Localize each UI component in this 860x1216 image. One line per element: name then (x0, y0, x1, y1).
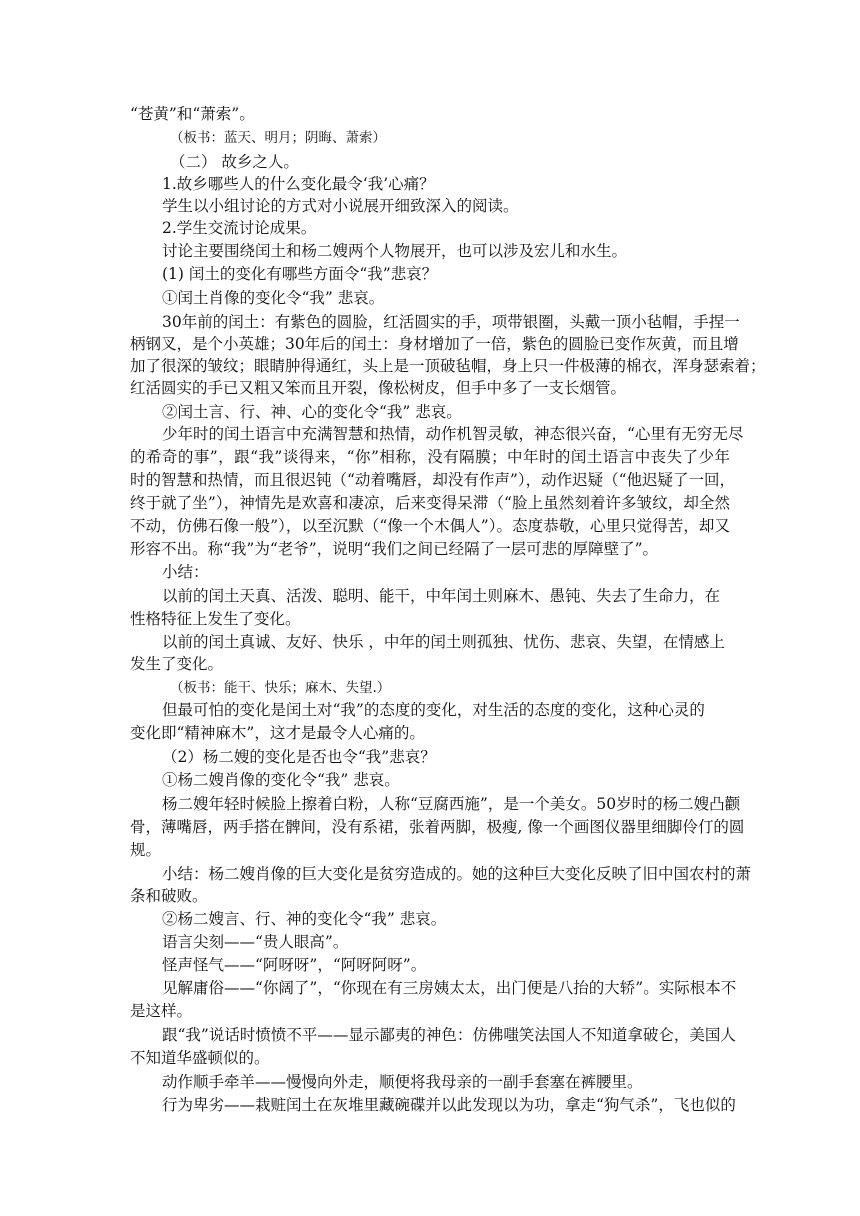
text-line: 加了很深的皱纹；眼睛肿得通红，头上是一顶破毡帽，身上只一件极薄的棉衣，浑身瑟索着； (130, 357, 766, 375)
text-line: 柄钢叉，是个小英雄；30年后的闰土：身材增加了一倍，紫色的圆脸已变作灰黄，而且增 (130, 335, 739, 353)
text-line: 红活圆实的手已又粗又笨而且开裂，像松树皮，但手中多了一支长烟管。 (130, 379, 627, 397)
blackboard-note: （板书：蓝天、明月；阴晦、萧索） (170, 130, 386, 146)
blackboard-note: （板书：能干、快乐；麻木、失望.） (170, 680, 391, 696)
text-line: 条和破败。 (130, 887, 208, 905)
text-line: 的希奇的事”，跟“我”谈得来，“你”相称，没有隔膜；中年时的闰土语言中丧失了少年 (130, 448, 730, 466)
section-heading: （二） 故乡之人。 (170, 153, 299, 171)
text-line: 小结：杨二嫂肖像的巨大变化是贫穷造成的。她的这种巨大变化反映了旧中国农村的萧 (162, 865, 752, 883)
text-line: 规。 (130, 841, 162, 859)
text-line: 时的智慧和热情，而且很迟钝（“动着嘴唇，却没有作声”），动作迟疑（“他迟疑了一回， (130, 471, 736, 489)
question: （2）杨二嫂的变化是否也令“我”悲哀？ (162, 748, 436, 766)
question: (1) 闰土的变化有哪些方面令“我”悲哀？ (162, 265, 438, 283)
text-line: 怪声怪气——“阿呀呀”，“阿呀阿呀”。 (162, 956, 427, 974)
text-line: 变化即“精神麻木”，这才是最令人心痛的。 (130, 724, 425, 742)
text-line: 杨二嫂年轻时候脸上擦着白粉，人称“豆腐西施”，是一个美女。50岁时的杨二嫂凸颧 (162, 795, 741, 813)
text-line: 是这样。 (130, 1002, 193, 1020)
question: 1.故乡哪些人的什么变化最令‘我’心痛？ (162, 175, 435, 193)
text-line: 终于就了坐”），神情先是欢喜和凄凉，后来变得呆滞（“脸上虽然刻着许多皱纹，却全然 (130, 494, 730, 512)
text-line: 发生了变化。 (130, 655, 224, 673)
text-line: 动作顺手牵羊——慢慢向外走，顺便将我母亲的一副手套塞在裤腰里。 (162, 1073, 643, 1091)
text-line: 形容不出。称“我”为“老爷”，说明“我们之间已经隔了一层可悲的厚障壁了”。 (130, 540, 659, 558)
subheading: ②闰土言、行、神、心的变化令“我” 悲哀。 (162, 403, 462, 421)
text-line: 骨，薄嘴唇，两手搭在髀间，没有系裙，张着两脚，极瘦, 像一个画图仪器里细脚伶仃的圆 (130, 818, 745, 836)
text-line: 跟“我”说话时愤愤不平——显示鄙夷的神色：仿佛嗤笑法国人不知道拿破仑，美国人 (162, 1026, 736, 1044)
text-line: 但最可怕的变化是闰土对“我”的态度的变化，对生活的态度的变化，这种心灵的 (162, 701, 705, 719)
text-line: 不动，仿佛石像一般”），以至沉默（“像一个木偶人”）。态度恭敬，心里只觉得苦，却又 (130, 517, 730, 535)
text-line: 少年时的闰土语言中充满智慧和热情，动作机智灵敏，神态很兴奋，“心里有无穷无尽 (162, 425, 744, 443)
summary-label: 小结： (162, 563, 209, 581)
text-line: 见解庸俗——“你阔了”，“你现在有三房姨太太，出门便是八抬的大轿”。实际根本不 (162, 979, 737, 997)
subheading: ②杨二嫂言、行、神的变化令“我” 悲哀。 (162, 910, 447, 928)
text-line: 30年前的闰土：有紫色的圆脸，红活圆实的手，项带银圈，头戴一顶小毡帽，手捏一 (162, 313, 740, 331)
text-line: 讨论主要围绕闰土和杨二嫂两个人物展开，也可以涉及宏儿和水生。 (162, 242, 628, 260)
text-line: 学生以小组讨论的方式对小说展开细致深入的阅读。 (162, 197, 519, 215)
text-line: “苍黄”和“萧索”。 (130, 105, 255, 123)
text-line: 以前的闰土天真、活泼、聪明、能干，中年闰土则麻木、愚钝、失去了生命力，在 (162, 587, 721, 605)
subheading: ①闰土肖像的变化令“我” 悲哀。 (162, 289, 385, 307)
text-line: 行为卑劣——栽赃闰土在灰堆里藏碗碟并以此发现以为功，拿走“狗气杀”，飞也似的 (162, 1096, 736, 1114)
subheading: ①杨二嫂肖像的变化令“我” 悲哀。 (162, 771, 400, 789)
step-heading: 2.学生交流讨论成果。 (162, 219, 317, 237)
text-line: 语言尖刻——“贵人眼高”。 (162, 933, 349, 951)
text-line: 不知道华盛顿似的。 (130, 1049, 270, 1067)
text-line: 性格特征上发生了变化。 (130, 610, 301, 628)
text-line: 以前的闰土真诚、友好、快乐 ，中年的闰土则孤独、忧伤、悲哀、失望，在情感上 (162, 633, 725, 651)
